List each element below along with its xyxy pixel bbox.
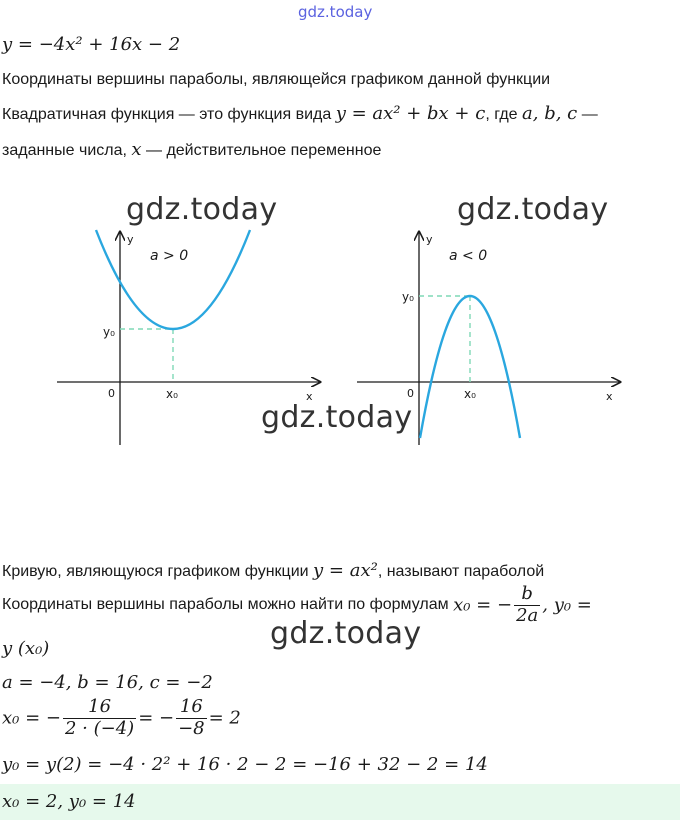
y0-calculation: y₀ = y(2) = −4 · 2² + 16 · 2 − 2 = −16 + 32 − 2 = 14 <box>2 754 488 775</box>
left-y-label: y <box>127 233 134 246</box>
right-x0-label: x₀ <box>464 387 476 401</box>
curve-formula: y = ax² <box>313 560 378 581</box>
definition-line-2 <box>2 139 381 160</box>
definition-line2-suffix: — действительное переменное <box>141 142 382 159</box>
right-y-label: y <box>426 233 433 246</box>
watermark-top: gdz.today <box>298 3 373 21</box>
left-y0-label: y₀ <box>103 325 115 339</box>
watermark-graph-right: gdz.today <box>457 192 609 227</box>
vertex-prefix: Координаты вершины параболы можно найти по формулам <box>2 596 449 614</box>
left-parabola <box>96 230 250 329</box>
definition-line-1 <box>2 103 598 124</box>
vertex-fraction <box>514 584 540 626</box>
right-y0-label: y₀ <box>402 290 414 304</box>
right-origin-label: 0 <box>407 387 414 400</box>
x0-result: = 2 <box>208 707 241 729</box>
vertex-y0: , y₀ = <box>542 594 592 616</box>
left-x-label: x <box>306 390 313 403</box>
vertex-fraction-num: b <box>521 583 533 604</box>
vertex-x0: x₀ = − <box>453 594 513 616</box>
curve-definition <box>2 560 544 581</box>
definition-prefix: Квадратичная функция — это функция вида <box>2 106 332 123</box>
left-x0-label: x₀ <box>166 387 178 401</box>
x0-fraction-2-num: 16 <box>179 696 203 717</box>
definition-line2-prefix: заданные числа, <box>2 142 127 159</box>
curve-prefix: Кривую, являющуюся графиком функции <box>2 563 309 580</box>
x0-fraction-2 <box>176 697 207 739</box>
right-condition: a < 0 <box>449 248 488 264</box>
left-condition: a > 0 <box>150 248 189 264</box>
definition-variable: x <box>131 139 142 160</box>
watermark-graph-center: gdz.today <box>261 400 413 435</box>
vertex-line-2: y (x₀) <box>2 638 50 659</box>
watermark-graph-left: gdz.today <box>126 192 278 227</box>
definition-formula: y = ax² + bx + c <box>335 103 486 124</box>
x0-fraction-1-num: 16 <box>88 696 112 717</box>
x0-fraction-1-den: 2 · (−4) <box>64 717 135 739</box>
watermark-bottom: gdz.today <box>270 616 422 651</box>
left-origin-label: 0 <box>108 387 115 400</box>
x0-fraction-1 <box>63 697 136 739</box>
coefficients-line: a = −4, b = 16, c = −2 <box>2 672 213 693</box>
right-x-label: x <box>606 390 613 403</box>
definition-dash: — <box>577 106 598 123</box>
x0-lhs: x₀ = − <box>2 707 61 729</box>
curve-suffix: , называют параболой <box>377 563 545 580</box>
definition-coeffs: a, b, c <box>522 103 578 124</box>
x0-calculation <box>2 697 241 739</box>
task-text: Координаты вершины параболы, являющейся графиком данной функции <box>2 71 551 88</box>
function-equation: y = −4x² + 16x − 2 <box>2 34 181 55</box>
definition-middle: , где <box>485 106 518 123</box>
answer-text: x₀ = 2, y₀ = 14 <box>2 791 136 812</box>
vertex-fraction-den: 2a <box>516 604 539 626</box>
x0-mid: = − <box>138 707 175 729</box>
x0-fraction-2-den: −8 <box>178 717 205 739</box>
